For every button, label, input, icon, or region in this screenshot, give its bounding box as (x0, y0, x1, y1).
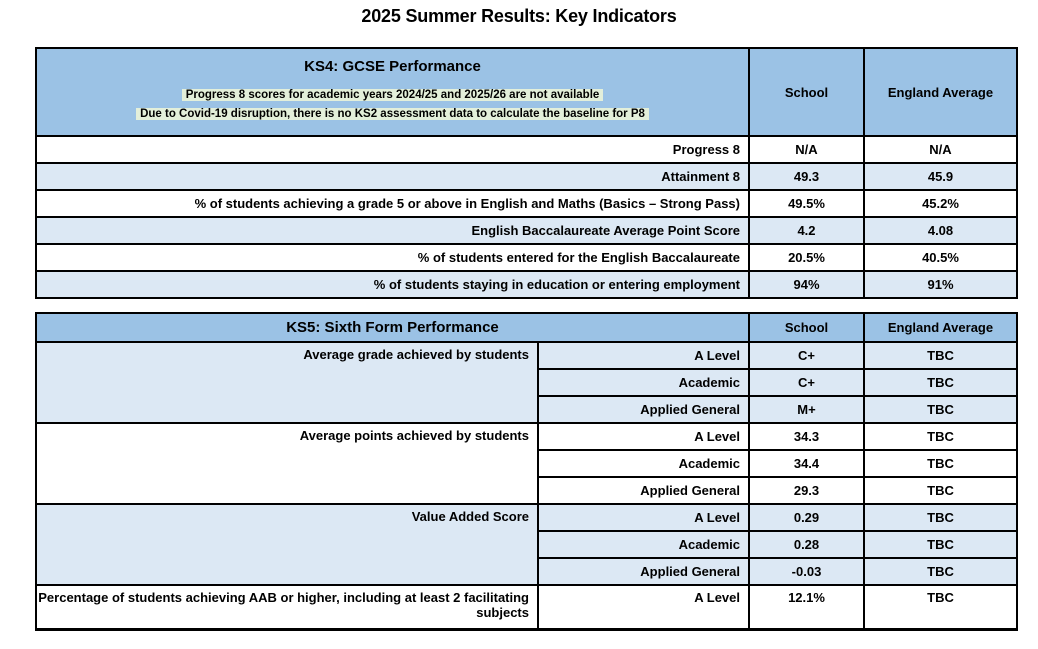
ks5-school-value: M+ (749, 396, 864, 423)
ks4-school-value: 94% (749, 271, 864, 298)
ks5-england-value: TBC (864, 450, 1017, 477)
ks5-england-value: TBC (864, 423, 1017, 450)
ks5-england-value: TBC (864, 504, 1017, 531)
ks5-sixth-form-table (35, 312, 1018, 631)
ks4-column-england-average: England Average (864, 48, 1017, 136)
ks4-england-value: 40.5% (864, 244, 1017, 271)
ks4-row-label: % of students staying in education or entering employment (36, 271, 749, 298)
ks5-qualification: Academic (538, 531, 749, 558)
ks4-header-cell (36, 48, 749, 136)
table-row (36, 190, 1017, 217)
ks5-england-value: TBC (864, 558, 1017, 585)
ks4-england-value: 91% (864, 271, 1017, 298)
ks4-england-value: N/A (864, 136, 1017, 163)
table-row (36, 163, 1017, 190)
ks5-group-label: Average grade achieved by students (36, 342, 538, 423)
ks4-gcse-table (35, 47, 1018, 299)
ks4-row-label: % of students achieving a grade 5 or above in English and Maths (Basics – Strong Pass) (36, 190, 749, 217)
table-row (36, 271, 1017, 298)
table-row (36, 244, 1017, 271)
ks5-group-label: Value Added Score (36, 504, 538, 585)
table-row (36, 342, 1017, 369)
ks5-qualification: Applied General (538, 477, 749, 504)
table-row (36, 585, 1017, 629)
ks4-school-value: 4.2 (749, 217, 864, 244)
ks5-school-value: 12.1% (749, 585, 864, 629)
ks5-header-row (36, 313, 1017, 342)
ks5-qualification: Applied General (538, 396, 749, 423)
ks4-note-line1: Progress 8 scores for academic years 2024/25 and 2025/26 are not available (182, 89, 604, 101)
ks5-england-value: TBC (864, 585, 1017, 629)
ks5-column-school: School (749, 313, 864, 342)
ks5-qualification: A Level (538, 423, 749, 450)
table-row (36, 217, 1017, 244)
ks4-england-value: 45.9 (864, 163, 1017, 190)
ks4-england-value: 45.2% (864, 190, 1017, 217)
ks4-row-label: % of students entered for the English Baccalaureate (36, 244, 749, 271)
ks5-school-value: 0.28 (749, 531, 864, 558)
ks4-england-value: 4.08 (864, 217, 1017, 244)
ks5-england-value: TBC (864, 477, 1017, 504)
ks5-qualification: Academic (538, 369, 749, 396)
ks5-england-value: TBC (864, 342, 1017, 369)
ks5-group-label: Average points achieved by students (36, 423, 538, 504)
ks4-row-label: English Baccalaureate Average Point Score (36, 217, 749, 244)
ks5-school-value: 34.3 (749, 423, 864, 450)
ks4-row-label: Progress 8 (36, 136, 749, 163)
ks5-qualification: A Level (538, 342, 749, 369)
ks5-section-title: KS5: Sixth Form Performance (36, 313, 749, 342)
ks5-group-label: Percentage of students achieving AAB or higher, including at least 2 facilitating subjects (36, 585, 538, 629)
ks4-school-value: N/A (749, 136, 864, 163)
ks4-column-school: School (749, 48, 864, 136)
ks4-school-value: 49.5% (749, 190, 864, 217)
ks5-qualification: A Level (538, 585, 749, 629)
ks4-header-row (36, 48, 1017, 136)
ks4-progress8-note (38, 86, 747, 123)
ks4-section-title: KS4: GCSE Performance (304, 58, 481, 75)
table-row (36, 504, 1017, 531)
page-title: 2025 Summer Results: Key Indicators (361, 6, 677, 26)
ks4-school-value: 49.3 (749, 163, 864, 190)
ks5-qualification: Academic (538, 450, 749, 477)
ks4-school-value: 20.5% (749, 244, 864, 271)
table-row (36, 136, 1017, 163)
ks5-school-value: 0.29 (749, 504, 864, 531)
ks5-england-value: TBC (864, 369, 1017, 396)
ks5-school-value: -0.03 (749, 558, 864, 585)
ks4-note-line2: Due to Covid-19 disruption, there is no KS2 assessment data to calculate the baseline for P8 (136, 108, 649, 120)
ks5-england-value: TBC (864, 531, 1017, 558)
ks5-column-england-average: England Average (864, 313, 1017, 342)
ks4-row-label: Attainment 8 (36, 163, 749, 190)
ks5-qualification: Applied General (538, 558, 749, 585)
ks5-england-value: TBC (864, 396, 1017, 423)
ks5-school-value: 29.3 (749, 477, 864, 504)
ks5-school-value: C+ (749, 369, 864, 396)
ks5-school-value: 34.4 (749, 450, 864, 477)
ks5-school-value: C+ (749, 342, 864, 369)
ks5-qualification: A Level (538, 504, 749, 531)
table-row (36, 423, 1017, 450)
